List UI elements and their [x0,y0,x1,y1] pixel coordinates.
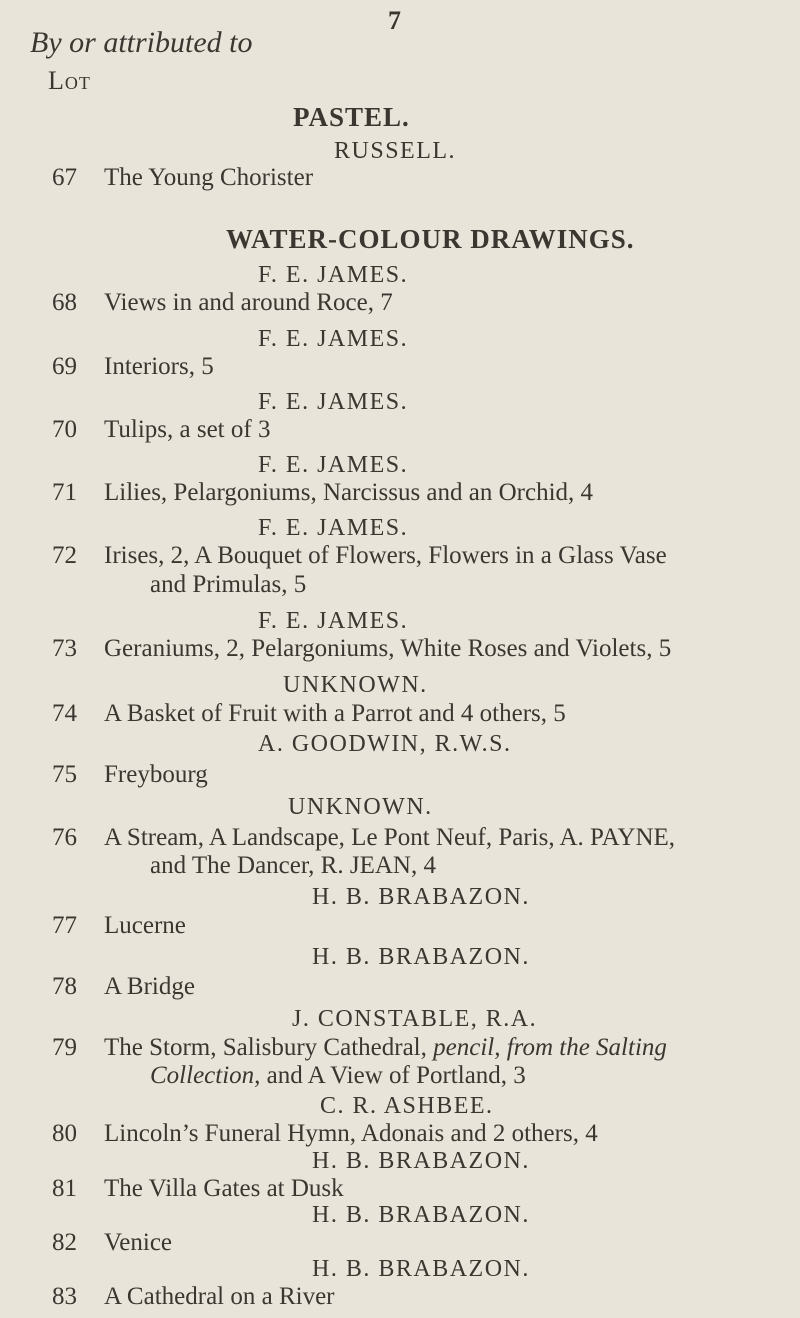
lot-72-artist: F. E. JAMES. [258,514,409,541]
lot-75-artist: A. GOODWIN, R.W.S. [258,730,512,757]
lot-67-artist: RUSSELL. [334,138,457,164]
lot-80-number: 80 [52,1120,77,1148]
lot-79-title-italic: pencil, from the Salting [433,1033,667,1061]
lot-79-title [104,1034,667,1062]
lot-76-cont-b: JEAN, [349,852,418,880]
lot-74-artist: UNKNOWN. [283,671,428,698]
lot-79-artist: J. CONSTABLE, R.A. [292,1005,538,1032]
lot-74-title: A Basket of Fruit with a Parrot and 4 others, 5 [104,699,566,727]
lot-82-number: 82 [52,1229,77,1257]
lot-76-artist: UNKNOWN. [288,793,433,820]
section-title-watercolour: WATER-COLOUR DRAWINGS. [226,223,635,254]
lot-71-title: Lilies, Pelargoniums, Narcissus and an Orchid, 4 [104,479,594,507]
lot-68-title: Views in and around Roce, 7 [104,288,393,316]
lot-76-title [104,824,675,852]
lot-80-artist: C. R. ASHBEE. [320,1093,494,1120]
lot-72-title: Irises, 2, A Bouquet of Flowers, Flowers in a Glass Vase [104,541,667,569]
lot-70-title: Tulips, a set of 3 [104,416,271,444]
lot-76-title-artist: PAYNE, [590,823,676,851]
lot-73-number: 73 [52,634,77,662]
lot-81-title: The Villa Gates at Dusk [104,1175,344,1203]
lot-67-number: 67 [52,164,77,192]
lot-69-number: 69 [52,352,77,380]
lot-71-number: 71 [52,479,77,507]
lot-72-number: 72 [52,541,77,569]
header-subtitle: By or attributed to [30,26,253,59]
lot-83-title: A Cathedral on a River [104,1282,335,1310]
lot-75-number: 75 [52,761,77,789]
lot-68-artist: F. E. JAMES. [258,261,409,288]
lot-77-number: 77 [52,911,77,939]
lot-67-title: The Young Chorister [104,164,314,192]
lot-72-title-continued: and Primulas, 5 [150,570,307,598]
lot-79-number: 79 [52,1033,77,1061]
lot-column-label: Lot [48,66,91,95]
lot-82-artist: H. B. BRABAZON. [312,1202,530,1229]
lot-76-title-text: A Stream, A Landscape, Le Pont Neuf, Paris, A. [104,823,584,851]
lot-70-artist: F. E. JAMES. [258,389,409,416]
lot-81-artist: H. B. BRABAZON. [312,1148,530,1175]
page-number: 7 [388,6,401,35]
lot-71-artist: F. E. JAMES. [258,452,409,479]
lot-82-title: Venice [104,1229,173,1257]
lot-77-title: Lucerne [104,911,186,939]
lot-79-cont-italic: Collection, [150,1061,261,1089]
lot-70-number: 70 [52,416,77,444]
lot-73-artist: F. E. JAMES. [258,607,409,634]
lot-76-cont-a: and The Dancer, R. [150,852,344,880]
lot-77-artist: H. B. BRABAZON. [312,884,530,910]
lot-69-artist: F. E. JAMES. [258,326,409,352]
lot-81-number: 81 [52,1175,77,1203]
lot-76-cont-c: 4 [423,852,436,880]
section-title-pastel: PASTEL. [293,102,410,132]
lot-76-title-continued [150,852,436,880]
lot-78-title: A Bridge [104,973,195,1001]
lot-83-artist: H. B. BRABAZON. [312,1256,530,1282]
lot-68-number: 68 [52,288,77,316]
lot-76-number: 76 [52,823,77,851]
lot-79-cont-text: and A View of Portland, 3 [266,1061,526,1089]
lot-73-title: Geraniums, 2, Pelargoniums, White Roses and Violets, 5 [104,634,672,662]
lot-69-title: Interiors, 5 [104,352,214,380]
lot-79-title-text: The Storm, Salisbury Cathedral, [104,1033,427,1061]
lot-79-title-continued [150,1062,526,1090]
lot-78-number: 78 [52,973,77,1001]
lot-78-artist: H. B. BRABAZON. [312,944,530,971]
lot-80-title: Lincoln’s Funeral Hymn, Adonais and 2 others, 4 [104,1120,598,1148]
lot-83-number: 83 [52,1282,77,1310]
lot-74-number: 74 [52,699,77,727]
lot-75-title: Freybourg [104,761,208,789]
